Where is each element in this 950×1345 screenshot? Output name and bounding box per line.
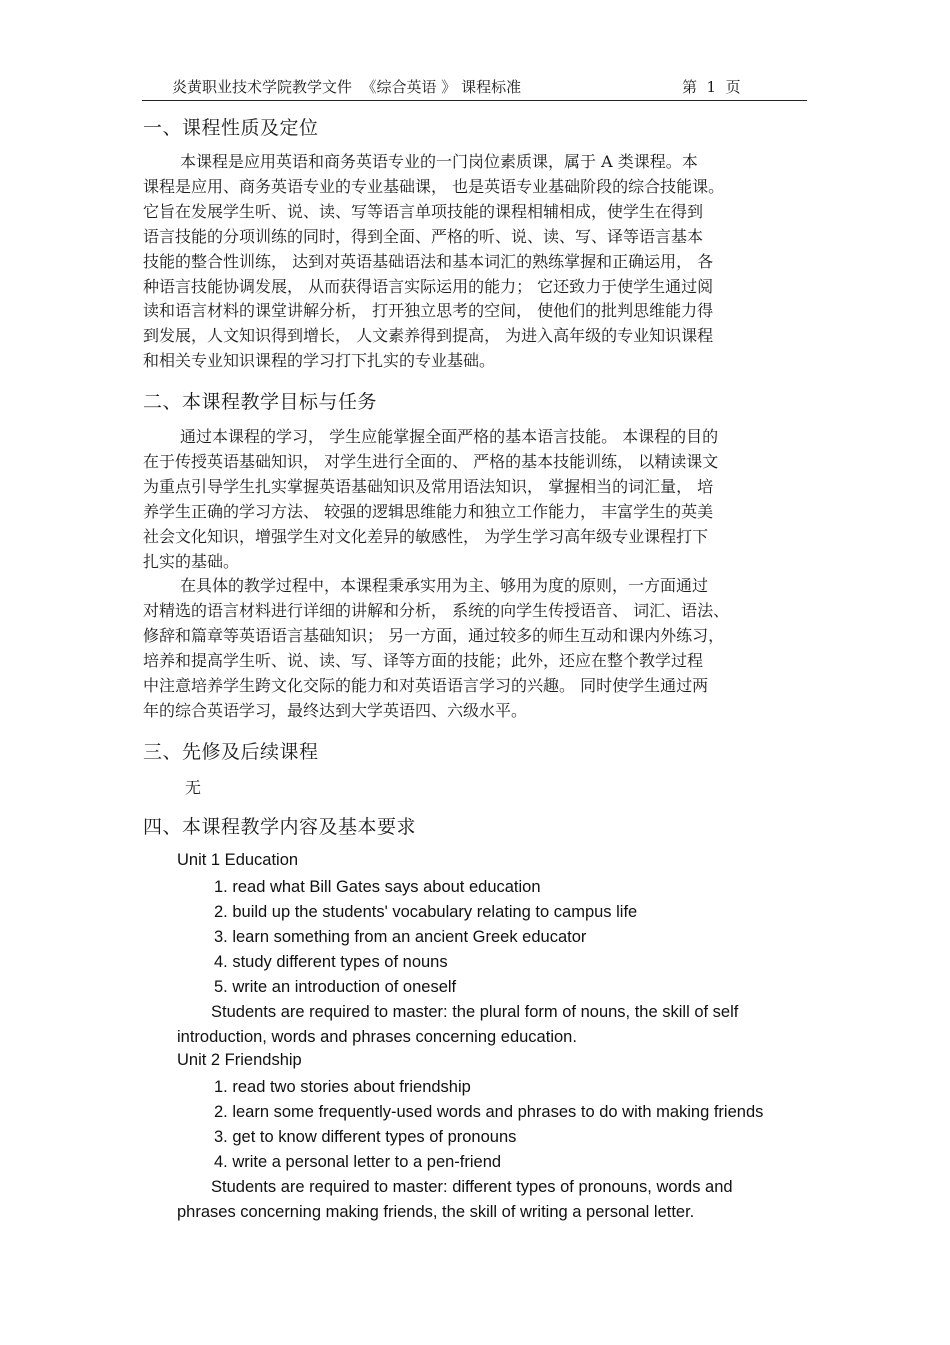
section-heading-1: 一、课程性质及定位 [143,117,319,139]
objective-item: 4. write a personal letter to a pen-friend [214,1153,502,1171]
requirement-line: phrases concerning making friends, the skill of writing a personal letter. [177,1203,695,1221]
objective-item: 5. write an introduction of oneself [214,978,457,996]
section-2-paragraph-1 [143,425,718,574]
requirement-line: Students are required to master: the plural form of nouns, the skill of self [211,1003,739,1021]
paragraph-line: 课程是应用、商务英语专业的专业基础课， 也是英语专业基础阶段的综合技能课。 [143,176,725,196]
paragraph-line: 通过本课程的学习， 学生应能掌握全面严格的基本语言技能。 本课程的目的 [180,427,719,446]
paragraph-line: 社会文化知识，增强学生对文化差异的敏感性， 为学生学习高年级专业课程打下 [143,526,709,546]
objective-item: 1. read two stories about friendship [214,1078,471,1096]
page-header [142,74,807,101]
paragraph-line: 年的综合英语学习，最终达到大学英语四、六级水平。 [143,700,528,720]
section-heading-2: 二、本课程教学目标与任务 [143,391,378,413]
paragraph-line: 在具体的教学过程中，本课程秉承实用为主、够用为度的原则，一方面通过 [180,576,709,595]
paragraph-line: 种语言技能协调发展， 从而获得语言实际运用的能力； 它还致力于使学生通过阅 [143,276,714,296]
paragraph-line: 读和语言材料的课堂讲解分析， 打开独立思考的空间， 使他们的批判思维能力得 [143,301,714,321]
unit-1-requirements [177,1000,738,1050]
objective-item: 4. study different types of nouns [214,953,448,971]
paragraph-line: 技能的整合性训练， 达到对英语基础语法和基本词汇的熟练掌握和正确运用， 各 [143,251,714,271]
unit-1-objectives [214,875,637,1000]
prerequisites-none: 无 [185,778,202,797]
paragraph-line: 在于传授英语基础知识， 对学生进行全面的、 严格的基本技能训练， 以精读课文 [143,451,719,471]
paragraph-line: 到发展，人文知识得到增长， 人文素养得到提高， 为进入高年级的专业知识课程 [143,326,714,346]
section-heading-4: 四、本课程教学内容及基本要求 [143,816,417,838]
objective-item: 1. read what Bill Gates says about education [214,878,541,896]
unit-2-requirements [177,1175,733,1225]
objective-item: 3. learn something from an ancient Greek educator [214,928,587,946]
unit-2-title: Unit 2 Friendship [177,1051,302,1069]
header-page-number: 第 1 页 [682,78,741,96]
requirement-line: Students are required to master: different types of pronouns, words and [211,1178,733,1196]
paragraph-line: 语言技能的分项训练的同时，得到全面、严格的听、说、读、写、译等语言基本 [143,226,704,246]
header-document-title: 炎黄职业技术学院教学文件 《综合英语 》 课程标准 [172,78,522,96]
paragraph-line: 为重点引导学生扎实掌握英语基础知识及常用语法知识， 掌握相当的词汇量， 培 [143,476,714,496]
section-1-paragraph [143,150,724,374]
paragraph-line: 修辞和篇章等英语语言基础知识； 另一方面，通过较多的师生互动和课内外练习， [143,625,725,645]
paragraph-line: 培养和提高学生听、说、读、写、译等方面的技能；此外，还应在整个教学过程 [143,650,704,670]
paragraph-line: 它旨在发展学生听、说、读、写等语言单项技能的课程相辅相成，使学生在得到 [143,201,704,221]
paragraph-line: 和相关专业知识课程的学习打下扎实的专业基础。 [143,351,496,371]
requirement-line: introduction, words and phrases concerning education. [177,1028,577,1046]
objective-item: 2. learn some frequently-used words and phrases to do with making friends [214,1103,764,1121]
section-2-paragraph-2 [143,574,729,723]
paragraph-line: 养学生正确的学习方法、 较强的逻辑思维能力和独立工作能力， 丰富学生的英美 [143,501,714,521]
paragraph-line: 本课程是应用英语和商务英语专业的一门岗位素质课，属于 A 类课程。本 [180,152,698,171]
paragraph-line: 扎实的基础。 [143,551,240,571]
unit-1-title: Unit 1 Education [177,851,299,869]
section-heading-3: 三、先修及后续课程 [143,741,319,763]
paragraph-line: 对精选的语言材料进行详细的讲解和分析， 系统的向学生传授语音、 词汇、语法、 [143,600,730,620]
objective-item: 2. build up the students' vocabulary relating to campus life [214,903,638,921]
paragraph-line: 中注意培养学生跨文化交际的能力和对英语语言学习的兴趣。 同时使学生通过两 [143,675,709,695]
objective-item: 3. get to know different types of pronouns [214,1128,517,1146]
unit-2-objectives [214,1075,763,1175]
